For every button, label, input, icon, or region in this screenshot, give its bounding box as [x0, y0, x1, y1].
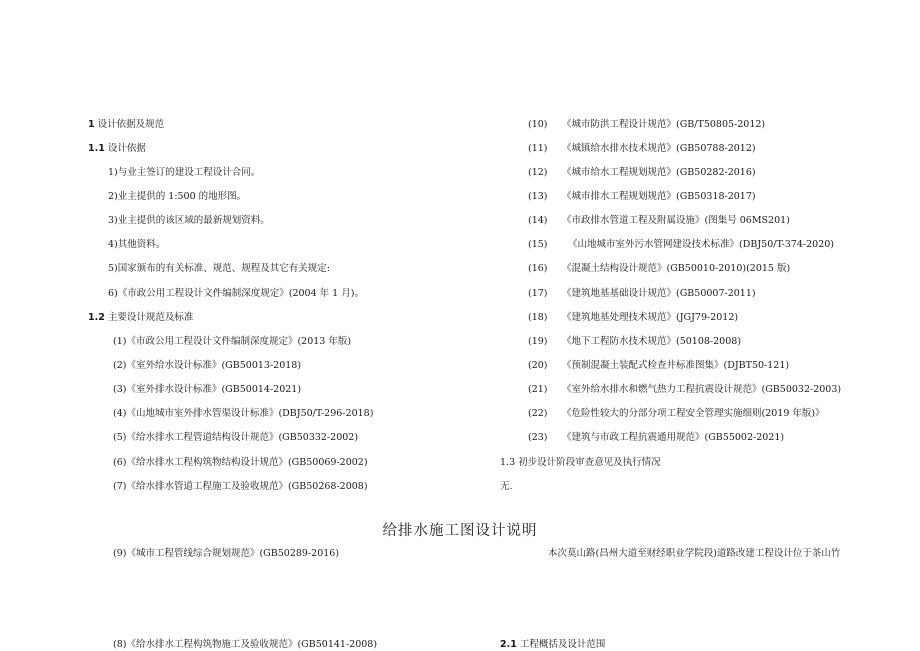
basis-item-4: 4)其他资料。: [108, 239, 166, 250]
basis-item-5: 5)国家颁布的有关标准、规范、规程及其它有关规定:: [108, 263, 330, 274]
section-1-1-heading: 1.1 设计依据: [88, 143, 146, 154]
document-title: 给排水施工图设计说明: [382, 523, 538, 539]
section-1-3-heading: 1.3 初步设计阶段审查意见及执行情况: [500, 457, 661, 468]
section-1-2-heading: 1.2 主要设计规范及标准: [88, 312, 194, 323]
section-1-3-value: 无.: [500, 481, 513, 492]
standard-item-13: (13) 《城市排水工程规划规范》(GB50318-2017): [528, 191, 756, 202]
standard-item-19: (19) 《地下工程防水技术规范》(50108-2008): [528, 336, 742, 347]
basis-item-3: 3)业主提供的该区域的最新规划资料。: [108, 215, 270, 226]
section-2-intro-text: 本次莫山路(昌州大道至财经职业学院段)道路改建工程设计位于茶山竹: [548, 548, 841, 559]
standard-item-7: (7)《给水排水管道工程施工及验收规范》(GB50268-2008): [113, 481, 368, 492]
standard-item-22: (22) 《危险性较大的分部分项工程安全管理实施细则(2019 年版)》: [528, 408, 825, 419]
basis-item-6: 6)《市政公用工程设计文件编制深度规定》(2004 年 1 月)。: [108, 288, 364, 299]
standard-item-21: (21) 《室外给水排水和燃气热力工程抗震设计规范》(GB50032-2003): [528, 384, 842, 395]
standard-item-6: (6)《给水排水工程构筑物结构设计规范》(GB50069-2002): [113, 457, 368, 468]
basis-item-1: 1)与业主签订的建设工程设计合同。: [108, 167, 261, 178]
standard-item-2: (2)《室外给水设计标准》(GB50013-2018): [113, 360, 302, 371]
standard-item-20: (20) 《预制混凝土装配式检查井标准图集》(DJBT50-121): [528, 360, 790, 371]
standard-item-12: (12) 《城市给水工程规划规范》(GB50282-2016): [528, 167, 756, 178]
standard-item-1: (1)《市政公用工程设计文件编制深度规定》(2013 年版): [113, 336, 352, 347]
standard-item-14: (14) 《市政排水管道工程及附属设施》(图集号 06MS201): [528, 215, 790, 226]
standard-item-8: (8)《给水排水工程构筑物施工及验收规范》(GB50141-2008): [113, 639, 378, 650]
standard-item-15: (15) 《山地城市室外污水管网建设技术标准》(DBJ50/T-374-2020): [528, 239, 834, 250]
standard-item-11: (11) 《城镇给水排水技术规范》(GB50788-2012): [528, 143, 756, 154]
standard-item-23: (23) 《建筑与市政工程抗震通用规范》(GB55002-2021): [528, 432, 785, 443]
section-1-heading: 1 设计依据及规范: [88, 119, 165, 130]
standard-item-9: (9)《城市工程管线综合规划规范》(GB50289-2016): [113, 548, 340, 559]
standard-item-18: (18) 《建筑地基处理技术规范》(JGJ79-2012): [528, 312, 739, 323]
basis-item-2: 2)业主提供的 1:500 的地形图。: [108, 191, 247, 202]
standard-item-3: (3)《室外排水设计标准》(GB50014-2021): [113, 384, 302, 395]
standard-item-10: (10) 《城市防洪工程设计规范》(GB/T50805-2012): [528, 119, 766, 130]
standard-item-17: (17) 《建筑地基基础设计规范》(GB50007-2011): [528, 288, 756, 299]
section-2-1-heading: 2.1 工程概括及设计范围: [500, 639, 606, 650]
standard-item-16: (16) 《混凝土结构设计规范》(GB50010-2010)(2015 版): [528, 263, 791, 274]
standard-item-5: (5)《给水排水工程管道结构设计规范》(GB50332-2002): [113, 432, 359, 443]
standard-item-4: (4)《山地城市室外排水管渠设计标准》(DBJ50/T-296-2018): [113, 408, 374, 419]
